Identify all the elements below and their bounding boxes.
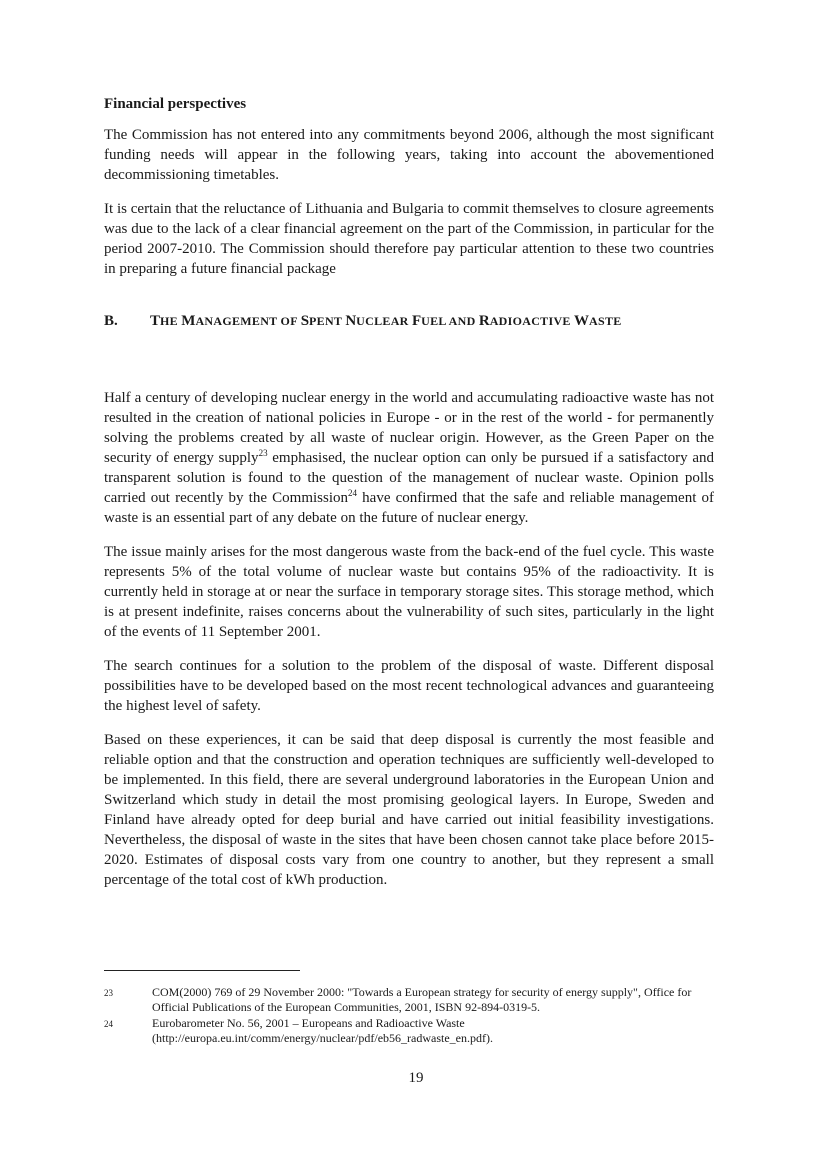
title-cap: R — [478, 313, 490, 329]
financial-perspectives-heading: Financial perspectives — [104, 96, 247, 112]
section-title — [150, 313, 622, 330]
title-smallcaps: ASTE — [589, 314, 622, 328]
financial-paragraph-2: It is certain that the reluctance of Lithuania and Bulgaria to commit themselves to closure agreements was due to the lack of a clear financial agreement on the part of the Commission, in particular for the period 2007-2010. The Commission should therefore pay particular attention to these two countries in preparing a future financial package — [104, 201, 714, 277]
title-smallcaps: ADIOACTIVE — [489, 314, 575, 328]
text-run: emphasised, the nuclear option can only be pursued if a satisfactory and transparent solution is found to the question of the management of nuclear waste. Opinion polls carried out recently by the Commission — [104, 450, 714, 506]
title-cap: T — [150, 313, 161, 329]
footnote-text: COM(2000) 769 of 29 November 2000: "Towards a European strategy for security of energy supply", Office for Official Publications of the European Communities, 2001, ISBN 92-894-0319-5. — [152, 985, 692, 1014]
section-letter: B. — [104, 313, 118, 329]
footnote-divider — [104, 970, 300, 971]
footnote-23 — [104, 985, 724, 1015]
title-cap: F — [411, 313, 422, 329]
title-cap: M — [181, 313, 196, 329]
text-run: have confirmed that the safe and reliable management of waste is an essential part of any debate on the future of nuclear energy. — [104, 490, 715, 526]
body-paragraph-4: Based on these experiences, it can be said that deep disposal is currently the most feasible and reliable option and that the construction and operation techniques are sufficiently well-developed to be implemented. In this field, there are several underground laboratories in the European Union and Switzerland which study in detail the most promising geological layers. In Europe, Sweden and Finland have already opted for deep burial and have carried out initial feasibility investigations. Nevertheless, the disposal of waste in the sites that have been chosen cannot take place before 2015-2020. Estimates of disposal costs vary from one country to another, but they represent a small percentage of the total cost of kWh production. — [104, 732, 714, 888]
title-cap: S — [300, 313, 310, 329]
body-paragraph-2: The issue mainly arises for the most dangerous waste from the back-end of the fuel cycle. This waste represents 5% of the total volume of nuclear waste but contains 95% of the radioactivity. It is currently held in storage at or near the surface in temporary storage sites. This storage method, which is at present indefinite, raises concerns about the vulnerability of such sites, particularly in the light of the events of 11 September 2001. — [104, 544, 714, 640]
page-number: 19 — [408, 1070, 424, 1086]
footnote-24 — [104, 1016, 724, 1046]
title-smallcaps: PENT — [309, 314, 346, 328]
footnotes — [104, 970, 724, 1047]
title-smallcaps: UCLEAR — [356, 314, 412, 328]
footnote-ref-23[interactable]: 23 — [258, 448, 268, 458]
footnote-number: 24 — [104, 1019, 113, 1029]
title-smallcaps: UEL AND — [421, 314, 479, 328]
title-smallcaps: ANAGEMENT OF — [195, 314, 301, 328]
title-smallcaps: HE — [160, 314, 182, 328]
title-cap: N — [345, 313, 357, 329]
footnote-number: 23 — [104, 988, 113, 998]
financial-paragraph-1: The Commission has not entered into any commitments beyond 2006, although the most significant funding needs will appear in the following years, taking into account the abovementioned decommissioning timetables. — [104, 127, 714, 183]
body-paragraph-3: The search continues for a solution to the problem of the disposal of waste. Different disposal possibilities have to be developed based on the most recent technological advances and guaranteeing the highest level of safety. — [104, 658, 714, 714]
title-cap: W — [574, 313, 590, 329]
footnote-ref-24[interactable]: 24 — [348, 488, 358, 498]
section-b-heading — [104, 313, 714, 330]
page-body — [104, 96, 714, 904]
text-run: Half a century of developing nuclear energy in the world and accumulating radioactive waste has not resulted in the creation of national policies in Europe - or in the rest of the world - for permanently solving the problems created by all waste of nuclear origin. However, as the Green Paper on the security of energy supply — [104, 390, 714, 466]
body-paragraph-1 — [104, 388, 714, 528]
footnote-text: Eurobarometer No. 56, 2001 – Europeans and Radioactive Waste (http://europa.eu.int/comm/energy/nuclear/pdf/eb56_radwaste_en.pdf). — [152, 1016, 493, 1045]
